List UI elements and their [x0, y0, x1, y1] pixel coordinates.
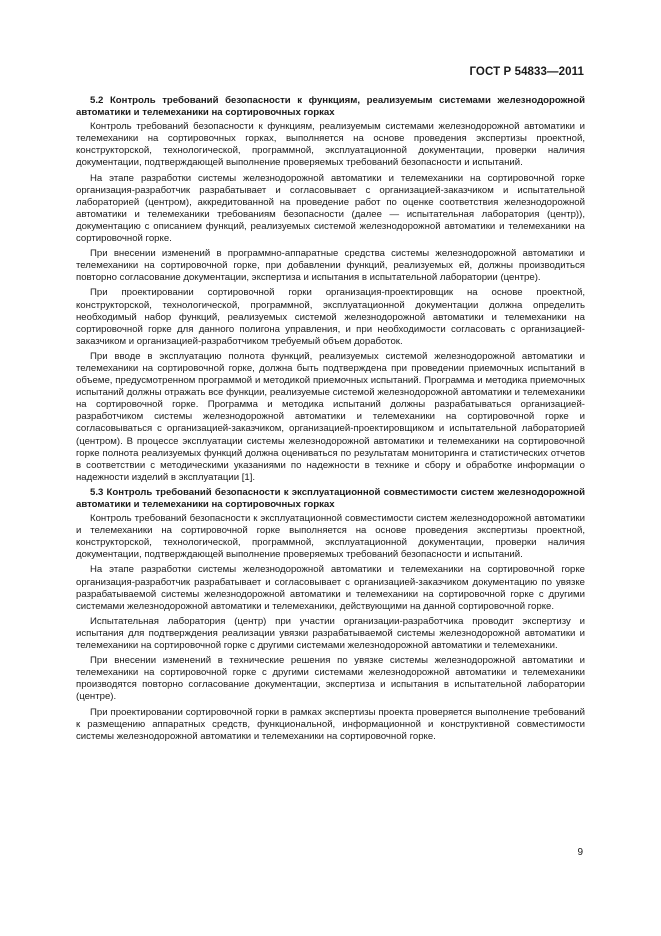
- page-number: 9: [577, 847, 583, 858]
- section-heading-5-2: 5.2 Контроль требований безопасности к функциям, реализуемым системами железнодорожной автоматики и телемеханики на сортировочных горках: [76, 95, 585, 119]
- document-body: [76, 95, 585, 746]
- paragraph: При внесении изменений в программно-аппаратные средства системы железнодорожной автоматики и телемеханики на сортировочной горке, при добавлении функций, реализуемых ей, должны производиться повторно согласование документации, экспертиза и испытания в испытательной лаборатории (центре).: [76, 248, 585, 284]
- section-heading-5-3: 5.3 Контроль требований безопасности к эксплуатационной совместимости систем железнодорожной автоматики и телемеханики на сортировочных горках: [76, 486, 585, 510]
- paragraph: На этапе разработки системы железнодорожной автоматики и телемеханики на сортировочной горке организация-разработчик разрабатывает и согласовывает с организацией-заказчиком и испытательной лабораторией (центром), аккредитованной на проведение работ по оценке соответствия железнодорожной автоматики и телемеханики требованиям безопасности (далее — испытательная лаборатория (центр)), документацию с описанием функций, реализуемых системой железнодорожной автоматики и телемеханики на сортировочной горке.: [76, 172, 585, 245]
- document-header: ГОСТ Р 54833—2011: [469, 66, 584, 78]
- paragraph: На этапе разработки системы железнодорожной автоматики и телемеханики на сортировочной горке организация-разработчик разрабатывает и согласовывает с организацией-заказчиком документацию по увязке разрабатываемой системы железнодорожной автоматики и телемеханики на сортировочной горке с другими системами железнодорожной автоматики и телемеханики, действующими на данной сортировочной горке.: [76, 564, 585, 612]
- paragraph: Контроль требований безопасности к функциям, реализуемым системами железнодорожной автоматики и телемеханики на сортировочных горках, выполняется на основе проведения экспертизы проектной, конструкторской, технологической, программной, эксплуатационной документации, проверки наличия документации, подтверждающей выполнение проверяемых требований безопасности и испытаний.: [76, 121, 585, 169]
- paragraph: При проектировании сортировочной горки организация-проектировщик на основе проектной, конструкторской, технологической, программной, эксплуатационной документации должна определить необходимый набор функций, реализуемых системой железнодорожной автоматики и телемеханики на сортировочной горке для данного полигона управления, и при необходимости согласовать с организацией-заказчиком и организацией-разработчиком требуемый объем доработок.: [76, 287, 585, 347]
- paragraph: При внесении изменений в технические решения по увязке системы железнодорожной автоматики и телемеханики на сортировочной горке с другими системами железнодорожной автоматики и телемеханики производятся повторно согласование документации, экспертиза и испытания в испытательной лаборатории (центре).: [76, 655, 585, 703]
- paragraph: Контроль требований безопасности к эксплуатационной совместимости систем железнодорожной автоматики и телемеханики на сортировочной горке выполняется на основе проведения экспертизы проектной, конструкторской, технологической, программной, эксплуатационной документации, проверки наличия документации, подтверждающей выполнение проверяемых требований безопасности и испытаний.: [76, 513, 585, 561]
- paragraph: При проектировании сортировочной горки в рамках экспертизы проекта проверяется выполнение требований к размещению аппаратных средств, функциональной, информационной и конструктивной совместимости системы железнодорожной автоматики и телемеханики на сортировочной горке.: [76, 706, 585, 742]
- paragraph: Испытательная лаборатория (центр) при участии организации-разработчика проводит экспертизу и испытания для подтверждения реализации увязки разрабатываемой системы железнодорожной автоматики и телемеханики на сортировочной горке с другими системами железнодорожной автоматики и телемеханики.: [76, 615, 585, 652]
- paragraph: При вводе в эксплуатацию полнота функций, реализуемых системой железнодорожной автоматики и телемеханики на сортировочной горке, должна быть подтверждена при проведении приемочных испытаний в объеме, предусмотренном программой и методикой приемочных испытаний. Программа и методика приемочных испытаний должны отражать все функции, реализуемые системой железнодорожной автоматики и телемеханики на сортировочной горке. Программа и методика испытаний должны разрабатываться организацией-разработчиком системы железнодорожной автоматики и телемеханики на сортировочной горке и согласовываться с организацией-заказчиком, организацией-проектировщиком и испытательной лабораторией (центром). В процессе эксплуатации системы железнодорожной автоматики и телемеханики на сортировочной горке полнота реализуемых функций должна оцениваться по результатам мониторинга и статистических отчетов в соответствии с методическими указаниями по надежности в технике и сбору и обработке информации о надежности изделий в эксплуатации [1].: [76, 350, 585, 483]
